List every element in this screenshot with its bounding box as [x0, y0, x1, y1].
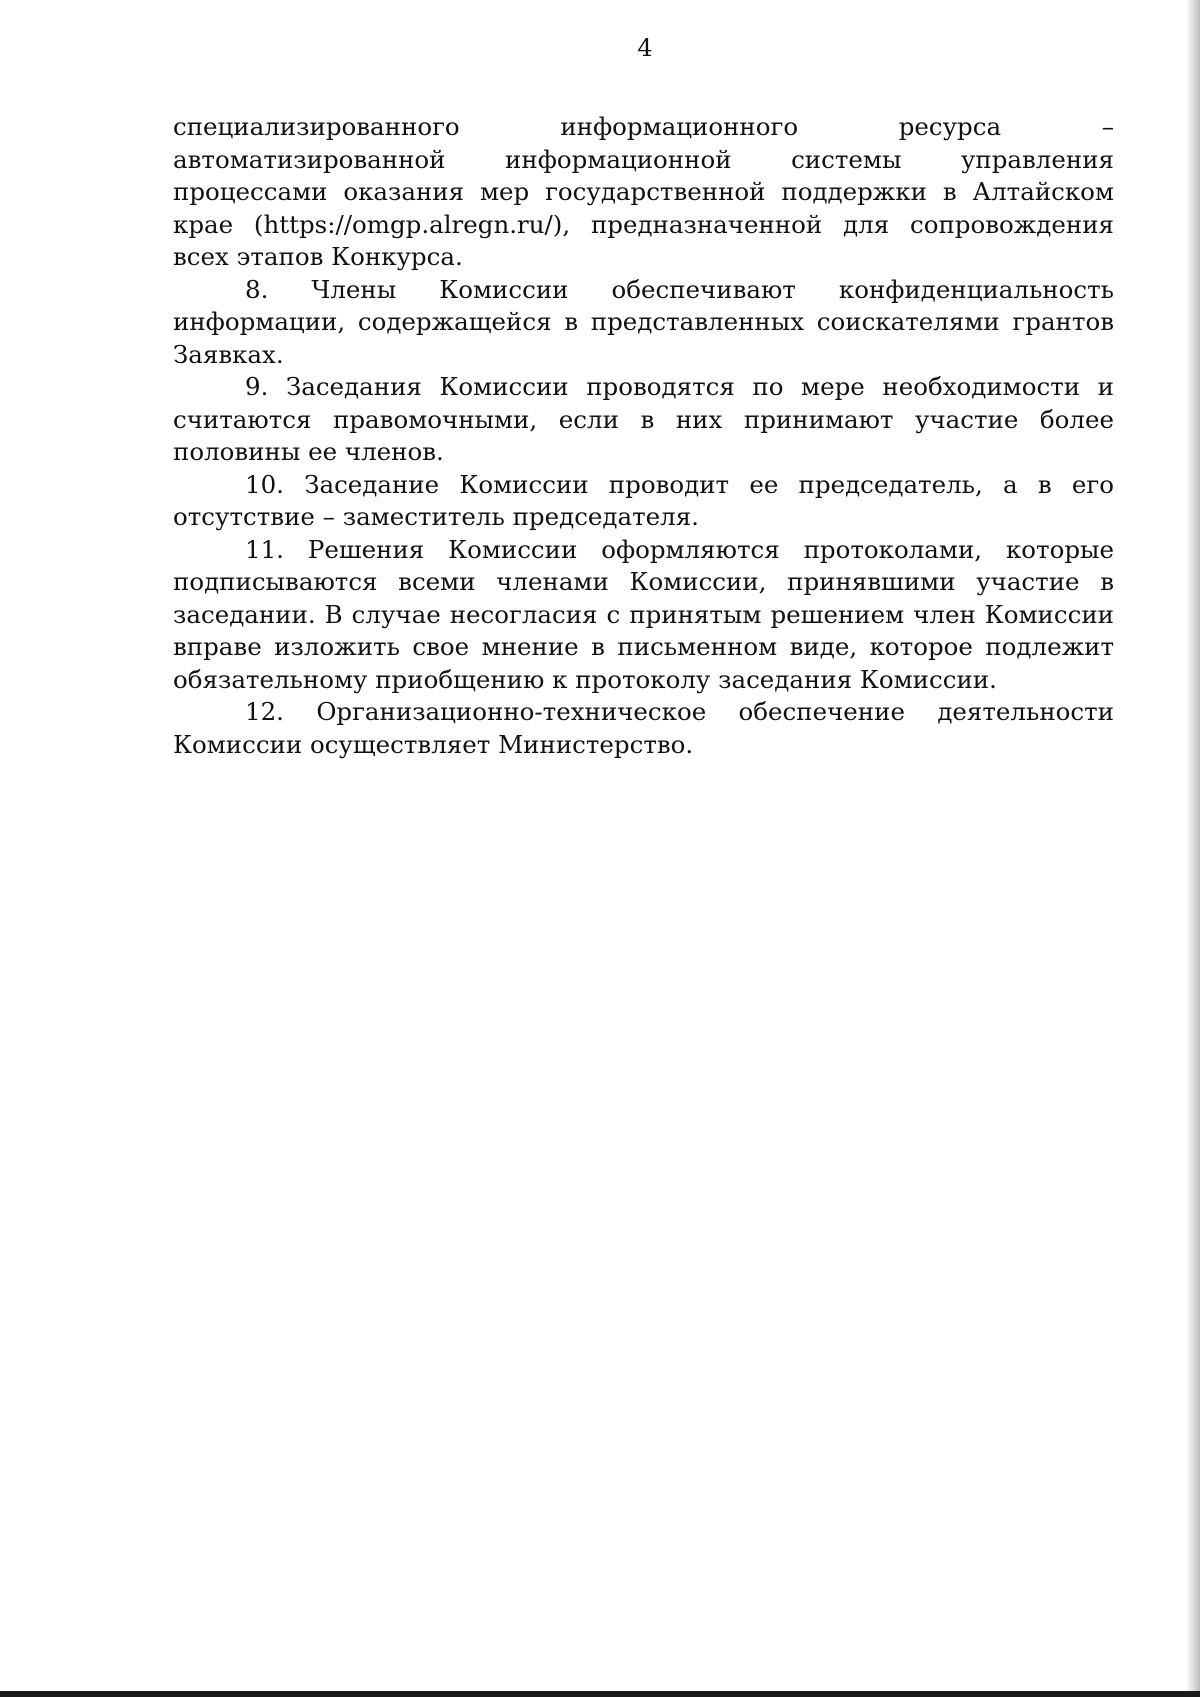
paragraph-item-9: 9. Заседания Комиссии проводятся по мере необходимости и считаются правомочными, если в них принимают участие более половины ее членов.: [173, 372, 1114, 466]
paragraph-continuation: специализированного информационного ресурса – автоматизированной информационной системы управления процессами оказания мер государственной поддержки в Алтайском крае (https://omgp.alregn.ru/), предназначенной для сопровождения всех этапов Конкурса.: [173, 112, 1114, 271]
paragraph-item-8: 8. Члены Комиссии обеспечивают конфиденциальность информации, содержащейся в представленных соискателями грантов Заявках.: [173, 274, 1114, 369]
paragraph-item-10: 10. Заседание Комиссии проводит ее председатель, а в его отсутствие – заместитель председателя.: [173, 469, 1114, 531]
scan-edge-bottom: [0, 1691, 1200, 1697]
page-number: 4: [637, 34, 653, 62]
paragraph-item-12: 12. Организационно-техническое обеспечение деятельности Комиссии осуществляет Министерство.: [173, 697, 1114, 759]
paragraph-item-11: 11. Решения Комиссии оформляются протоколами, которые подписываются всеми членами Комиссии, принявшими участие в заседании. В случае несогласия с принятым решением член Комиссии вправе изложить свое мнение в письменном виде, которое подлежит обязательному приобщению к протоколу заседания Комиссии.: [173, 534, 1114, 694]
scan-edge-right: [1186, 0, 1200, 1697]
document-body: [173, 111, 1114, 761]
